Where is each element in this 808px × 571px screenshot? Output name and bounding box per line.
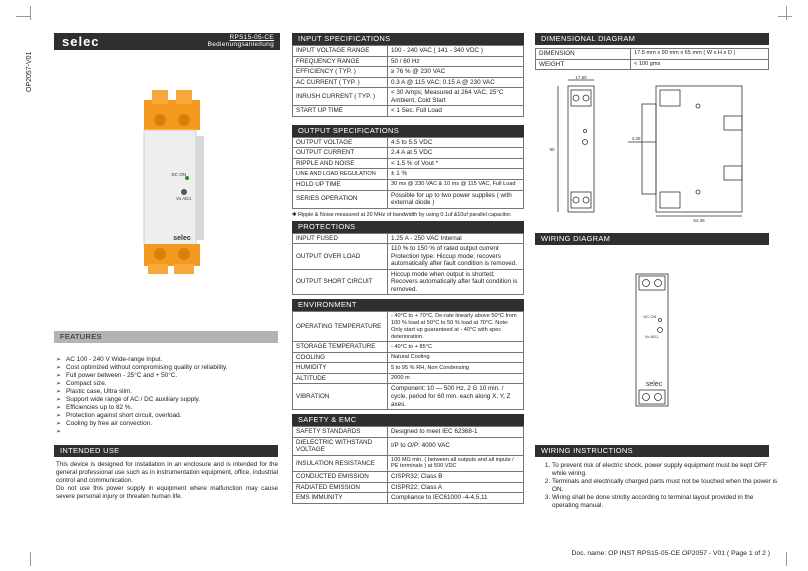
spec-value: Natural Cooling	[388, 352, 524, 363]
feature-item	[56, 428, 276, 436]
table-row	[293, 482, 524, 493]
dim-depth-label: 64.35	[693, 218, 705, 223]
spec-value: 5 to 95 % RH, Non Condensing	[388, 363, 524, 374]
feature-item: ➢ Plastic case, Ultra slim.	[56, 388, 276, 396]
spec-value: - 40°C to + 70°C. De-rate linearly above 50°C from 100 % load at 50°C to 50 % load at 70°C. Note: Only start up guaranteed at - 40°C with spec deterioration.	[388, 312, 524, 342]
feature-item: ➢ Protection against short circuit, overload.	[56, 412, 276, 420]
wiring-instructions-list	[538, 462, 780, 510]
table-row	[536, 59, 769, 70]
spec-key: OUTPUT OVER LOAD	[293, 244, 388, 270]
dc-on-label: DC ON	[171, 172, 186, 177]
spec-key: INPUT FUSED	[293, 233, 388, 244]
table-row	[293, 493, 524, 504]
table-row	[293, 67, 524, 78]
spec-key: DIELECTRIC WITHSTAND VOLTAGE	[293, 437, 388, 455]
spec-value: 0.3 A @ 115 VAC; 0.15 A @ 230 VAC	[388, 77, 524, 88]
feature-item: ➢ Cooling by free air convection.	[56, 420, 276, 428]
crop-mark	[772, 552, 787, 566]
spec-key: LINE AND LOAD REGULATION	[293, 169, 388, 180]
instruction-item: 1. To prevent risk of electric shock, power supply equipment must be kept OFF while wiring.	[552, 462, 780, 478]
table-row	[293, 77, 524, 88]
environment-table	[292, 311, 524, 410]
instruction-item: 3. Wiring shall be done strictly according to terminal layout provided in the operating manual.	[552, 494, 780, 510]
spec-value: 30 ms @ 230 VAC & 10 ms @ 115 VAC, Full Load	[388, 180, 524, 191]
spec-key: SERIES OPERATION	[293, 190, 388, 208]
table-row	[293, 56, 524, 67]
spec-value: < 100 gms	[631, 59, 769, 70]
spec-key: START UP TIME	[293, 106, 388, 117]
dim-rail-label: 4.30	[631, 136, 641, 141]
safety-table	[292, 426, 524, 504]
spec-value: 17.5 mm x 90 mm x 65 mm ( W x H x D )	[631, 49, 769, 60]
table-row	[293, 244, 524, 270]
spec-key: OUTPUT VOLTAGE	[293, 137, 388, 148]
spec-key: CONDUCTED EMISSION	[293, 472, 388, 483]
device-body	[144, 130, 196, 246]
table-row	[293, 88, 524, 106]
crop-mark	[30, 6, 45, 20]
intended-use-title: INTENDED USE	[54, 445, 278, 457]
model-block	[208, 34, 274, 48]
intended-use-text	[56, 461, 278, 501]
product-image	[130, 88, 220, 278]
doc-code: OP2057-V01	[26, 51, 33, 92]
dim-width-label: 17.50	[575, 76, 587, 80]
output-specs-table	[292, 137, 524, 209]
spec-value: Hiccup mode when output is shorted; Recovers automatically after fault condition is removed.	[388, 269, 524, 295]
spec-key: INRUSH CURRENT ( TYP. )	[293, 88, 388, 106]
crop-mark	[30, 552, 45, 566]
spec-key: VIBRATION	[293, 384, 388, 410]
spec-key: HUMIDITY	[293, 363, 388, 374]
table-row	[293, 384, 524, 410]
spec-value: Designed to meet IEC 62368-1	[388, 427, 524, 438]
brand-header	[54, 33, 280, 50]
wiring-brand-label: selec	[645, 381, 663, 388]
table-row	[293, 106, 524, 117]
spec-key: RADIATED EMISSION	[293, 482, 388, 493]
spec-key: HOLD UP TIME	[293, 180, 388, 191]
feature-item: ➢ Efficiencies up to 82 %.	[56, 404, 276, 412]
table-row	[293, 269, 524, 295]
spec-value: ± 1 %	[388, 169, 524, 180]
dimension-block	[535, 33, 769, 70]
instruction-item: 2. Terminals and electrically charged parts must not be touched when the power is ON.	[552, 478, 780, 494]
input-specs-title: INPUT SPECIFICATIONS	[292, 33, 524, 45]
spec-value: 2.4 A at 5 VDC	[388, 148, 524, 159]
wiring-vo-adj-label: Vo ADJ.	[644, 334, 660, 339]
spec-key: WEIGHT	[536, 59, 631, 70]
spec-value: 50 / 60 Hz	[388, 56, 524, 67]
spec-key: INPUT VOLTAGE RANGE	[293, 46, 388, 57]
spec-key: DIMENSION	[536, 49, 631, 60]
spec-key: ALTITUDE	[293, 373, 388, 384]
dim-height-label: 90	[549, 147, 555, 152]
table-row	[293, 180, 524, 191]
dimensional-drawing	[538, 76, 770, 224]
wiring-diagram	[630, 272, 674, 408]
feature-item: ➢ Support wide range of AC / DC auxiliary supply.	[56, 396, 276, 404]
device-brand: selec	[173, 235, 191, 242]
table-row	[293, 46, 524, 57]
spec-value: ≥ 76 % @ 230 VAC	[388, 67, 524, 78]
spec-value: < 30 Amps; Measured at 264 VAC, 25°C Ambient, Cold Start	[388, 88, 524, 106]
spec-key: SAFETY STANDARDS	[293, 427, 388, 438]
spec-key: OPERATING TEMPERATURE	[293, 312, 388, 342]
manual-subtitle: Bedienungsanleitung	[207, 41, 274, 48]
wiring-instructions-title: WIRING INSTRUCTIONS	[535, 445, 769, 457]
wiring-dc-on-label: DC ON	[643, 314, 657, 319]
spec-value: - 40°C to + 85°C	[388, 342, 524, 353]
spec-key: OUTPUT SHORT CIRCUIT	[293, 269, 388, 295]
crop-mark	[778, 16, 792, 31]
feature-item: ➢ Full power between - 25°C and + 50°C.	[56, 372, 276, 380]
table-row	[293, 373, 524, 384]
intended-use-para: This device is designed for installation in an enclosure and is intended for the general professional use such as in instrumentation equipment, office, industrial control and communication.	[56, 461, 278, 484]
output-specs-title: OUTPUT SPECIFICATIONS	[292, 125, 524, 137]
spec-value: 100 MΩ min. ( between all outputs and all inputs / PE terminals ) at 500 VDC	[388, 455, 524, 471]
spec-value: 4.5 to 5.5 VDC	[388, 137, 524, 148]
spec-value: Compliance to IEC61000 -4-4,5,11	[388, 493, 524, 504]
ripple-note-text: Ripple & Noise measured at 20 MHz of bandwidth by using 0.1uf &10uf parallel capacitor.	[298, 211, 512, 218]
safety-title: SAFETY & EMC	[292, 414, 524, 426]
input-specs-table	[292, 45, 524, 117]
table-row	[293, 158, 524, 169]
table-row	[293, 169, 524, 180]
table-row	[536, 49, 769, 60]
spec-key: OUTPUT CURRENT	[293, 148, 388, 159]
top-terminal-block	[144, 100, 200, 130]
brand-logo: selec	[62, 34, 100, 49]
table-row	[293, 312, 524, 342]
spec-key: EFFICIENCY ( TYP. )	[293, 67, 388, 78]
table-row	[293, 455, 524, 471]
spec-value: CISPR32; Class B	[388, 472, 524, 483]
spec-key: INSULATION RESISTANCE	[293, 455, 388, 471]
vo-adj-label: Vo ADJ.	[175, 196, 193, 201]
spec-value: 110 % to 150 % of rated output current Protection type: Hiccup mode; recovers automatically after fault condition is removed.	[388, 244, 524, 270]
feature-item: ➢ Compact size.	[56, 380, 276, 388]
spec-value: I/P to O/P: 4000 VAC	[388, 437, 524, 455]
asterisk-icon: ✱	[292, 211, 299, 218]
features-title: FEATURES	[54, 331, 278, 343]
table-row	[293, 137, 524, 148]
environment-title: ENVIRONMENT	[292, 299, 524, 311]
feature-item: ➢ Cost optimized without compromising quality or reliability.	[56, 364, 276, 372]
table-row	[293, 342, 524, 353]
dimension-table	[535, 48, 769, 70]
table-row	[293, 148, 524, 159]
spec-value: Possible for up to two power supplies ( with external diode )	[388, 190, 524, 208]
footer-doc-name: Doc. name: OP INST RPS15-05-CE OP2057 - V01 ( Page 1 of 2 )	[571, 550, 770, 557]
spec-value: < 1.5 % of Vout *	[388, 158, 524, 169]
spec-value: < 1 Sec. Full Load	[388, 106, 524, 117]
table-row	[293, 427, 524, 438]
spec-value: 100 - 240 VAC ( 141 - 340 VDC )	[388, 46, 524, 57]
spec-key: EMS IMMUNITY	[293, 493, 388, 504]
wiring-diagram-title: WIRING DIAGRAM	[535, 233, 769, 245]
table-row	[293, 352, 524, 363]
dimensional-title: DIMENSIONAL DIAGRAM	[535, 33, 769, 45]
table-row	[293, 363, 524, 374]
spec-key: STORAGE TEMPERATURE	[293, 342, 388, 353]
spec-value: Component: 10 — 500 Hz, 2 G 10 min. / cycle, period for 60 min. each along X, Y, Z axes.	[388, 384, 524, 410]
table-row	[293, 233, 524, 244]
bottom-terminal-block	[144, 244, 200, 266]
spec-key: RIPPLE AND NOISE	[293, 158, 388, 169]
spec-key: FREQUENCY RANGE	[293, 56, 388, 67]
ripple-note	[292, 212, 524, 218]
spec-value: 1.25 A - 250 VAC Internal	[388, 233, 524, 244]
table-row	[293, 437, 524, 455]
spec-value: 2000 m	[388, 373, 524, 384]
table-row	[293, 190, 524, 208]
spec-value: CISPR22; Class A	[388, 482, 524, 493]
features-list	[56, 356, 276, 436]
crop-mark	[16, 16, 30, 31]
feature-item: ➢ AC 100 - 240 V Wide-range Input.	[56, 356, 276, 364]
spec-key: COOLING	[293, 352, 388, 363]
table-row	[293, 472, 524, 483]
vo-adj-pot	[181, 189, 187, 195]
spec-column	[292, 33, 524, 504]
protections-title: PROTECTIONS	[292, 221, 524, 233]
protections-table	[292, 233, 524, 296]
spec-key: AC CURRENT ( TYP. )	[293, 77, 388, 88]
intended-use-warning: Do not use this power supply in equipment where malfunction may cause severe personal injury or threaten human life.	[56, 485, 278, 500]
model-name: RPS15-05-CE	[229, 34, 274, 41]
